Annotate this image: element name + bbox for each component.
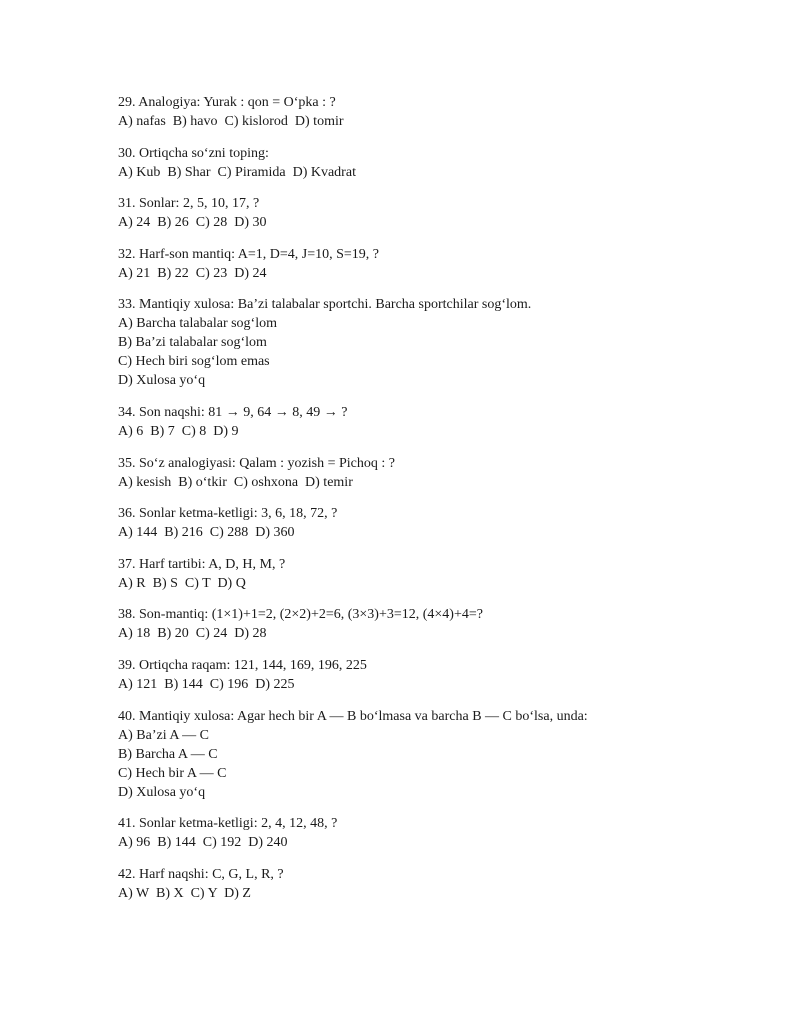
question-block [118, 245, 718, 283]
question-title: 36. Sonlar ketma-ketligi: 3, 6, 18, 72, ? [118, 506, 338, 522]
answer-options: A) 96 B) 144 C) 192 D) 240 [118, 835, 288, 851]
question-list [118, 93, 718, 915]
answer-options: D) Xulosa yo‘q [118, 784, 206, 800]
question-title: 32. Harf-son mantiq: A=1, D=4, J=10, S=19, ? [118, 246, 380, 262]
question-block [118, 194, 718, 232]
question-block [118, 865, 718, 903]
answer-options: A) 18 B) 20 C) 24 D) 28 [118, 626, 267, 642]
question-title: 37. Harf tartibi: A, D, H, M, ? [118, 556, 286, 572]
question-title: 35. So‘z analogiyasi: Qalam : yozish = Pichoq : ? [118, 455, 395, 471]
answer-options: B) Ba’zi talabalar sog‘lom [118, 335, 267, 351]
answer-options: C) Hech biri sog‘lom emas [118, 354, 270, 370]
question-title: 41. Sonlar ketma-ketligi: 2, 4, 12, 48, ? [118, 816, 338, 832]
answer-options: A) Ba’zi A — C [118, 727, 209, 743]
answer-options: A) 6 B) 7 C) 8 D) 9 [118, 423, 239, 439]
question-block [118, 555, 718, 593]
answer-options: A) 121 B) 144 C) 196 D) 225 [118, 676, 295, 692]
answer-options: A) 144 B) 216 C) 288 D) 360 [118, 525, 295, 541]
question-block [118, 403, 718, 441]
question-title: 39. Ortiqcha raqam: 121, 144, 169, 196, 225 [118, 657, 367, 673]
answer-options: A) Barcha talabalar sog‘lom [118, 316, 277, 332]
question-title: 34. Son naqshi: 81 → 9, 64 → 8, 49 → ? [118, 404, 348, 420]
question-title: 42. Harf naqshi: C, G, L, R, ? [118, 866, 284, 882]
answer-options: B) Barcha A — C [118, 746, 218, 762]
answer-options: A) nafas B) havo C) kislorod D) tomir [118, 114, 344, 129]
answer-options: A) Kub B) Shar C) Piramida D) Kvadrat [118, 164, 356, 180]
question-block [118, 504, 718, 542]
answer-options: A) 21 B) 22 C) 23 D) 24 [118, 265, 267, 281]
question-title: 33. Mantiqiy xulosa: Ba’zi talabalar sportchi. Barcha sportchilar sog‘lom. [118, 297, 532, 313]
answer-options: A) R B) S C) T D) Q [118, 575, 246, 591]
answer-options: A) 24 B) 26 C) 28 D) 30 [118, 215, 267, 231]
question-block [118, 707, 718, 802]
answer-options: A) kesish B) o‘tkir C) oshxona D) temir [118, 474, 353, 490]
question-block [118, 814, 718, 852]
answer-options: A) W B) X C) Y D) Z [118, 885, 251, 901]
question-block [118, 144, 718, 182]
question-block [118, 656, 718, 694]
question-block [118, 295, 718, 390]
question-title: 40. Mantiqiy xulosa: Agar hech bir A — B bo‘lmasa va barcha B — C bo‘lsa, unda: [118, 708, 588, 724]
question-block [118, 605, 718, 643]
answer-options: D) Xulosa yo‘q [118, 373, 206, 389]
question-block [118, 454, 718, 492]
question-title: 38. Son-mantiq: (1×1)+1=2, (2×2)+2=6, (3×3)+3=12, (4×4)+4=? [118, 607, 483, 623]
question-title: 29. Analogiya: Yurak : qon = O‘pka : ? [118, 95, 336, 110]
question-block [118, 93, 718, 131]
question-title: 31. Sonlar: 2, 5, 10, 17, ? [118, 196, 260, 212]
answer-options: C) Hech bir A — C [118, 765, 227, 781]
question-title: 30. Ortiqcha so‘zni toping: [118, 145, 269, 161]
